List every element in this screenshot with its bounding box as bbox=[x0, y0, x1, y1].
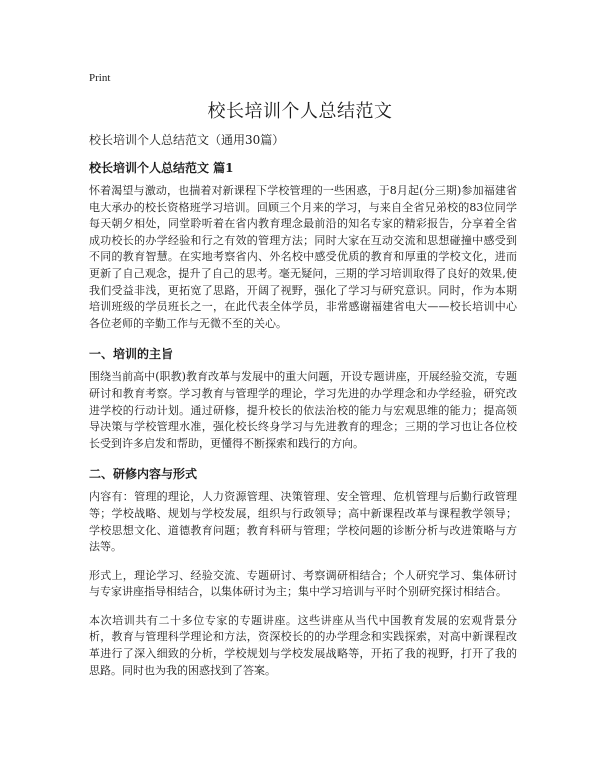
purpose-paragraph: 围绕当前高中(职教)教育改革与发展中的重大问题，开设专题讲座，开展经验交流，专题研讨和教育考察。学习教育与管理学的理论，学习先进的办学理念和办学经验，研究改进学校的行动计划。通过研修，提升校长的依法治校的能力与宏观思维的能力；提高领导决策与学校管理水准，强化校长终身学习与先进教育的理念；三期的学习也让各位校长受到许多启发和帮助，更懂得不断探索和践行的方向。 bbox=[89, 370, 517, 450]
document-title: 校长培训个人总结范文 bbox=[207, 101, 393, 122]
print-label[interactable]: Print bbox=[89, 72, 111, 84]
article-heading: 校长培训个人总结范文 篇1 bbox=[89, 161, 234, 175]
content-paragraph: 内容有：管理的理论，人力资源管理、决策管理、安全管理、危机管理与后勤行政管理等；学校战略、规划与学校发展，组织与行政领导；高中新课程改革与课程教学领导；学校思想文化、道德教育问题；教育科研与管理；学校问题的诊断分析与改进策略与方法等。 bbox=[89, 490, 517, 554]
document-subtitle: 校长培训个人总结范文（通用30篇） bbox=[89, 133, 285, 147]
document-body bbox=[89, 132, 517, 691]
intro-paragraph: 怀着渴望与激动，也揣着对新课程下学校管理的一些困惑，于8月起(分三期)参加福建省电大承办的校长资格班学习培训。回顾三个月来的学习，与来自全省兄弟校的83位同学每天朝夕相处，同堂聆听着在省内教育理念最前沿的知名专家的精彩报告，分享着全省成功校长的办学经验和行之有效的管理方法；同时大家在互动交流和思想碰撞中感受到不同的教育智慧。在实地考察省内、外名校中感受优质的教育和厚重的学校文化，进而更新了自己观念，提升了自己的思考。毫无疑问，三期的学习培训取得了良好的效果,使我们受益非浅，更拓宽了思路，开阔了视野，强化了学习与研究意识。同时，作为本期培训班级的学员班长之一，在此代表全体学员，非常感谢福建省电大——校长培训中心各位老师的辛勤工作与无微不至的关心。 bbox=[89, 184, 517, 330]
section-heading-content-form: 二、研修内容与形式 bbox=[89, 467, 198, 482]
form-paragraph: 形式上，理论学习、经验交流、专题研讨、考察调研相结合；个人研究学习、集体研讨与专家讲座指导相结合，以集体研讨为主；集中学习培训与平时个别研究探讨相结合。 bbox=[89, 568, 517, 599]
section-heading-purpose: 一、培训的主旨 bbox=[89, 347, 174, 362]
experts-paragraph: 本次培训共有二十多位专家的专题讲座。这些讲座从当代中国教育发展的宏观背景分析，教育与管理科学理论和方法，资深校长的的办学理念和实践探索，对高中新课程改革进行了深入细致的分析，学校规划与学校发展战略等，开拓了我的视野，打开了我的思路。同时也为我的困惑找到了答案。 bbox=[89, 613, 517, 677]
